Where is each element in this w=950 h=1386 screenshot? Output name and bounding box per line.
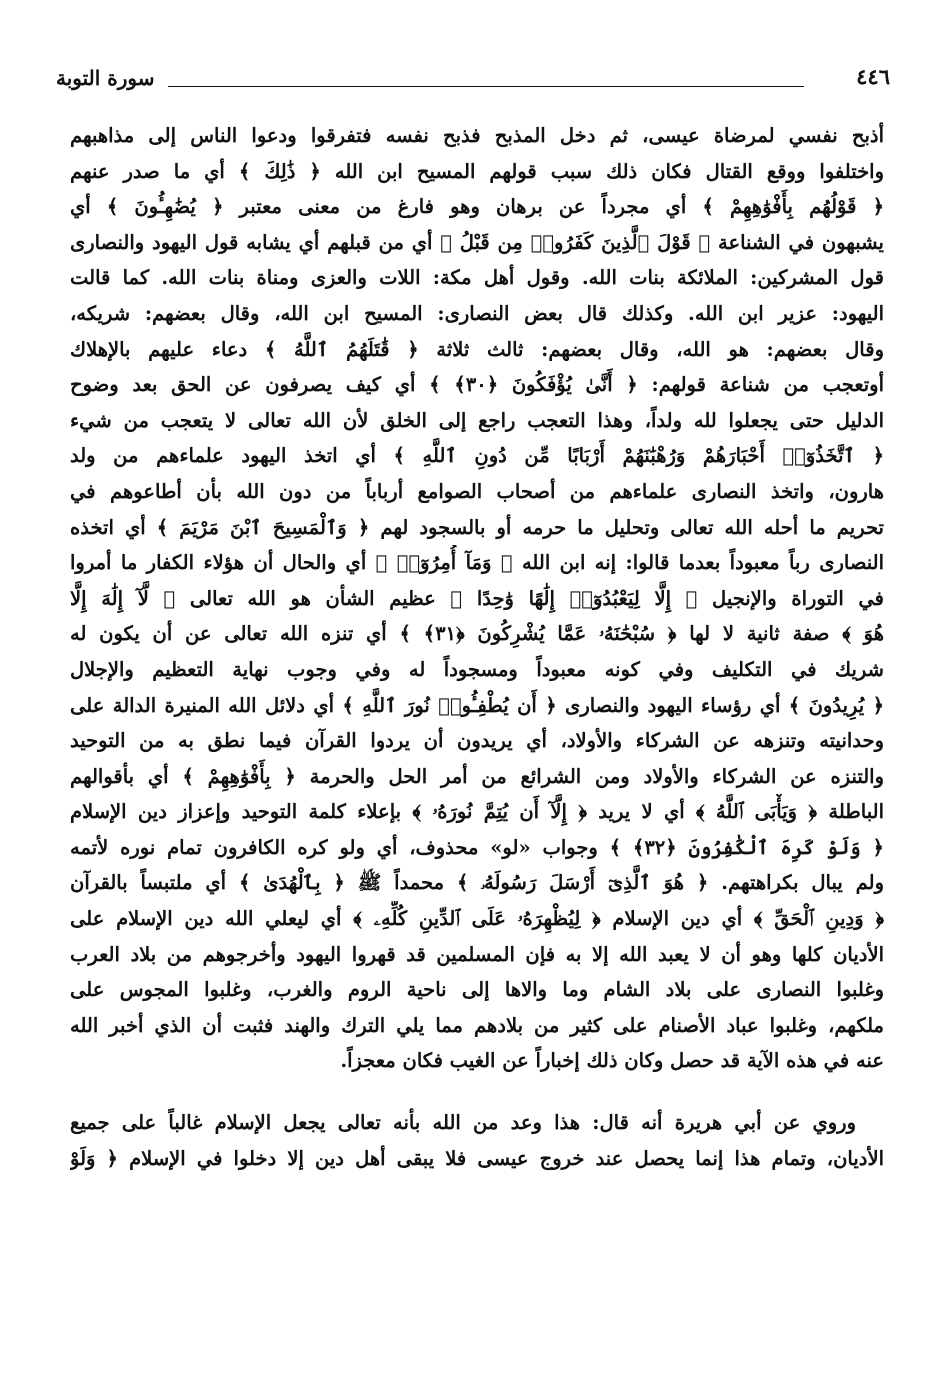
text-line: الباطلة ﴿ وَيَأْبَى ٱللَّهُ ﴾ أي لا يريد ﴿ إِلَّآ أَن يُتِمَّ نُورَهُۥ ﴾ بإعلاء كلمة التوحيد وإعزاز دين الإسلام bbox=[70, 800, 884, 824]
paragraph-gap bbox=[70, 1079, 884, 1105]
text-line: وروي عن أبي هريرة أنه قال: هذا وعد من الله بأنه تعالى يجعل الإسلام غالباً على جميع bbox=[70, 1111, 856, 1135]
text-line: هارون، واتخذ النصارى علماءهم من أصحاب الصوامع أرباباً من دون الله بأن أطاعوهم في bbox=[70, 479, 884, 503]
page-header bbox=[56, 62, 902, 106]
text-line: هُوَ ﴾ صفة ثانية لا لها ﴿ سُبْحَٰنَهُۥ عَمَّا يُشْرِكُونَ ﴿٣١﴾ ﴾ أي تنزه الله تعالى عن أن يكون له bbox=[70, 622, 884, 646]
text-line: قول المشركين: الملائكة بنات الله. وقول أهل مكة: اللات والعزى ومناة بنات الله. كما قالت bbox=[70, 266, 884, 290]
text-line: الأديان، وتمام هذا إنما يحصل عند خروج عيسى فلا يبقى أهل دين إلا دخلوا في الإسلام ﴿ وَلَوْ bbox=[70, 1146, 884, 1170]
text-line: ﴿ قَوْلُهُم بِأَفْوَٰهِهِمْ ﴾ أي مجرداً عن برهان وهو فارغ من معنى معتبر ﴿ يُضَٰهِـُٔونَ ﴾ أي bbox=[70, 195, 884, 219]
text-line: يشبهون في الشناعة ﴿ قَوْلَ ٱلَّذِينَ كَفَرُوا۟ مِن قَبْلُ ﴾ أي من قبلهم أي يشابه قول اليهود والنصارى bbox=[70, 230, 884, 254]
text-line-last: عنه في هذه الآية قد حصل وكان ذلك إخباراً عن الغيب فكان معجزاً. bbox=[340, 1049, 884, 1073]
text-line: وغلبوا النصارى على بلاد الشام وما والاها إلى ناحية الروم والغرب، وغلبوا المجوس على bbox=[70, 978, 884, 1002]
text-line: ﴿ يُرِيدُونَ ﴾ أي رؤساء اليهود والنصارى ﴿ أَن يُطْفِـُٔوا۟ نُورَ ٱللَّهِ ﴾ أي دلائل الله المنيرة الدالة على bbox=[70, 693, 884, 717]
text-line: في التوراة والإنجيل ﴿ إِلَّا لِيَعْبُدُوٓا۟ إِلَٰهًا وَٰحِدًا ﴾ عظيم الشأن هو الله تعالى ﴿ لَّآ إِلَٰهَ إِلَّا bbox=[70, 586, 884, 610]
text-line: والتنزه عن الشركاء والأولاد ومن الشرائع من أمر الحل والحرمة ﴿ بِأَفْوَٰهِهِمْ ﴾ أي بأقوالهم bbox=[70, 764, 884, 788]
text-line: أوتعجب من شناعة قولهم: ﴿ أَنَّىٰ يُؤْفَكُونَ ﴿٣٠﴾ ﴾ أي كيف يصرفون عن الحق بعد وضوح bbox=[70, 373, 884, 397]
body-text bbox=[70, 118, 884, 1176]
text-line: وحدانيته وتنزهه عن الشركاء والأولاد، أي يريدون أن يردوا القرآن فيما نطق به من التوحيد bbox=[70, 729, 884, 753]
surah-title: سورة التوبة bbox=[56, 66, 155, 90]
text-line: الدليل حتى يجعلوا لله ولداً، وهذا التعجب راجع إلى الخلق لأن الله تعالى لا يتعجب من شيء bbox=[70, 408, 884, 432]
text-line: شريك في التكليف وفي كونه معبوداً ومسجوداً له وفي وجوب نهاية التعظيم والإجلال bbox=[70, 657, 884, 681]
text-line: وقال بعضهم: هو الله، وقال بعضهم: ثالث ثلاثة ﴿ قَٰتَلَهُمُ ٱللَّهُ ﴾ دعاء عليهم بالإهلاك bbox=[70, 337, 884, 361]
text-line: واختلفوا ووقع القتال فكان ذلك سبب قولهم المسيح ابن الله ﴿ ذَٰلِكَ ﴾ أي ما صدر عنهم bbox=[70, 159, 884, 183]
text-line: اليهود: عزير ابن الله. وكذلك قال بعض النصارى: المسيح ابن الله، وقال بعضهم: شريكه، bbox=[70, 301, 884, 325]
text-line: ﴿ وَلَوْ كَرِهَ ٱلْكَٰفِرُونَ ﴿٣٢﴾ ﴾ وجواب «لو» محذوف، أي ولو كره الكافرون تمام نوره لأتمه bbox=[70, 835, 884, 859]
text-line: الأديان كلها وهو أن لا يعبد الله إلا به فإن المسلمين قد قهروا اليهود وأخرجوهم من بلاد العرب bbox=[70, 942, 884, 966]
text-line: تحريم ما أحله الله تعالى وتحليل ما حرمه أو بالسجود لهم ﴿ وَٱلْمَسِيحَ ٱبْنَ مَرْيَمَ ﴾ أي اتخذه bbox=[70, 515, 884, 539]
page-number: ٤٤٦ bbox=[856, 64, 890, 89]
paragraph-2 bbox=[70, 1105, 884, 1176]
text-line: النصارى رباً معبوداً بعدما قالوا: إنه ابن الله ﴿ وَمَآ أُمِرُوٓا۟ ﴾ أي والحال أن هؤلاء الكفار ما أمروا bbox=[70, 551, 884, 575]
paragraph-1 bbox=[70, 118, 884, 1079]
text-line: ولم يبال بكراهتهم. ﴿ هُوَ ٱلَّذِىٓ أَرْسَلَ رَسُولَهُۥ ﴾ محمداً ﷺ ﴿ بِٱلْهُدَىٰ ﴾ أي ملتبساً بالقرآن bbox=[70, 871, 884, 895]
text-line: ﴿ وَدِينِ ٱلْحَقِّ ﴾ أي دين الإسلام ﴿ لِيُظْهِرَهُۥ عَلَى ٱلدِّينِ كُلِّهِۦ ﴾ أي ليعلي الله دين الإسلام على bbox=[70, 907, 884, 931]
text-line: ملكهم، وغلبوا عباد الأصنام على كثير من بلادهم مما يلي الترك والهند فثبت أن الذي أخبر الله bbox=[70, 1013, 884, 1037]
text-line: أذبح نفسي لمرضاة عيسى، ثم دخل المذبح فذبح نفسه فتفرقوا ودعوا الناس إلى مذاهبهم bbox=[70, 124, 884, 147]
text-line: ﴿ ٱتَّخَذُوٓا۟ أَحْبَارَهُمْ وَرُهْبَٰنَهُمْ أَرْبَابًا مِّن دُونِ ٱللَّهِ ﴾ أي اتخذ اليهود علماءهم من ولد bbox=[70, 444, 884, 468]
header-rule bbox=[168, 86, 804, 87]
